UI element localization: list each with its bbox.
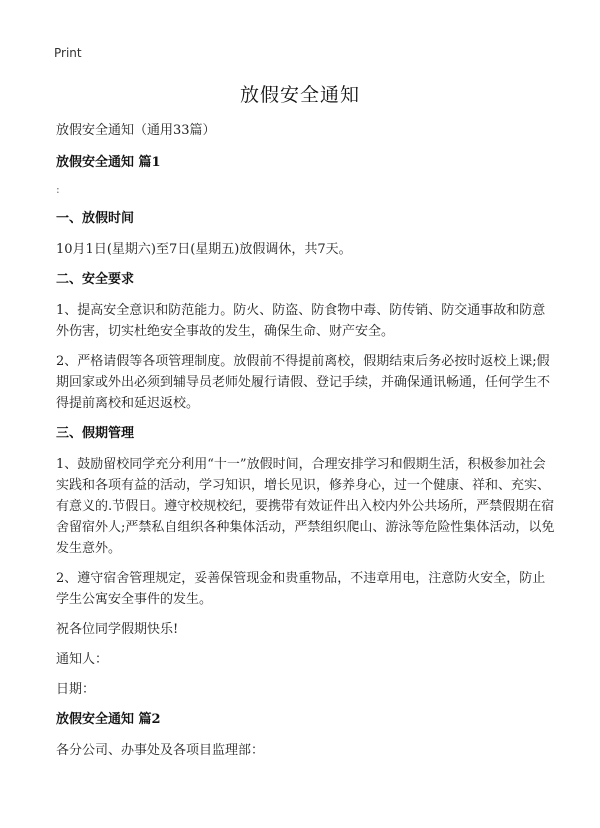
safety-requirement-item-1: 1、提高安全意识和防范能力。防火、防盗、防食物中毒、防传销、防交通事故和防意外伤害，切实杜绝安全事故的发生，确保生命、财产安全。 [56, 303, 546, 339]
notifier-line: 通知人： [56, 652, 109, 667]
article-2-greeting: 各分公司、办事处及各项目监理部： [56, 743, 265, 758]
separator-mark: : [56, 183, 60, 196]
article-heading-1: 放假安全通知 篇1 [56, 155, 161, 170]
document-subtitle: 放假安全通知（通用33篇） [56, 123, 216, 138]
section-heading-safety-requirements: 二、安全要求 [56, 272, 135, 287]
print-link[interactable]: Print [54, 46, 82, 60]
document-body [56, 120, 556, 770]
holiday-time-text: 10月1日(星期六)至7日(星期五)放假调休，共7天。 [56, 242, 352, 257]
safety-requirement-item-2: 2、严格请假等各项管理制度。放假前不得提前离校，假期结束后务必按时返校上课;假期回家或外出必须到辅导员老师处履行请假、登记手续，并确保通讯畅通，任何学生不得提前离校和延迟返校。 [56, 354, 551, 411]
holiday-management-item-2: 2、遵守宿舍管理规定，妥善保管现金和贵重物品，不违章用电，注意防火安全，防止学生公寓安全事件的发生。 [56, 571, 546, 607]
article-heading-2: 放假安全通知 篇2 [56, 712, 161, 727]
section-heading-holiday-management: 三、假期管理 [56, 426, 135, 441]
date-line: 日期： [56, 682, 96, 697]
closing-wish: 祝各位同学假期快乐! [56, 622, 179, 637]
holiday-management-item-1: 1、鼓励留校同学充分利用“十一”放假时间，合理安排学习和假期生活，积极参加社会实践和各项有益的活动，学习知识，增长见识，修养身心，过一个健康、祥和、充实、有意义的.节假日。遵守校规校纪，要携带有效证件出入校内外公共场所，严禁假期在宿舍留宿外人;严禁私自组织各种集体活动，严禁组织爬山、游泳等危险性集体活动，以免发生意外。 [56, 457, 555, 556]
page-title: 放假安全通知 [239, 84, 360, 106]
section-heading-holiday-time: 一、放假时间 [56, 211, 135, 226]
